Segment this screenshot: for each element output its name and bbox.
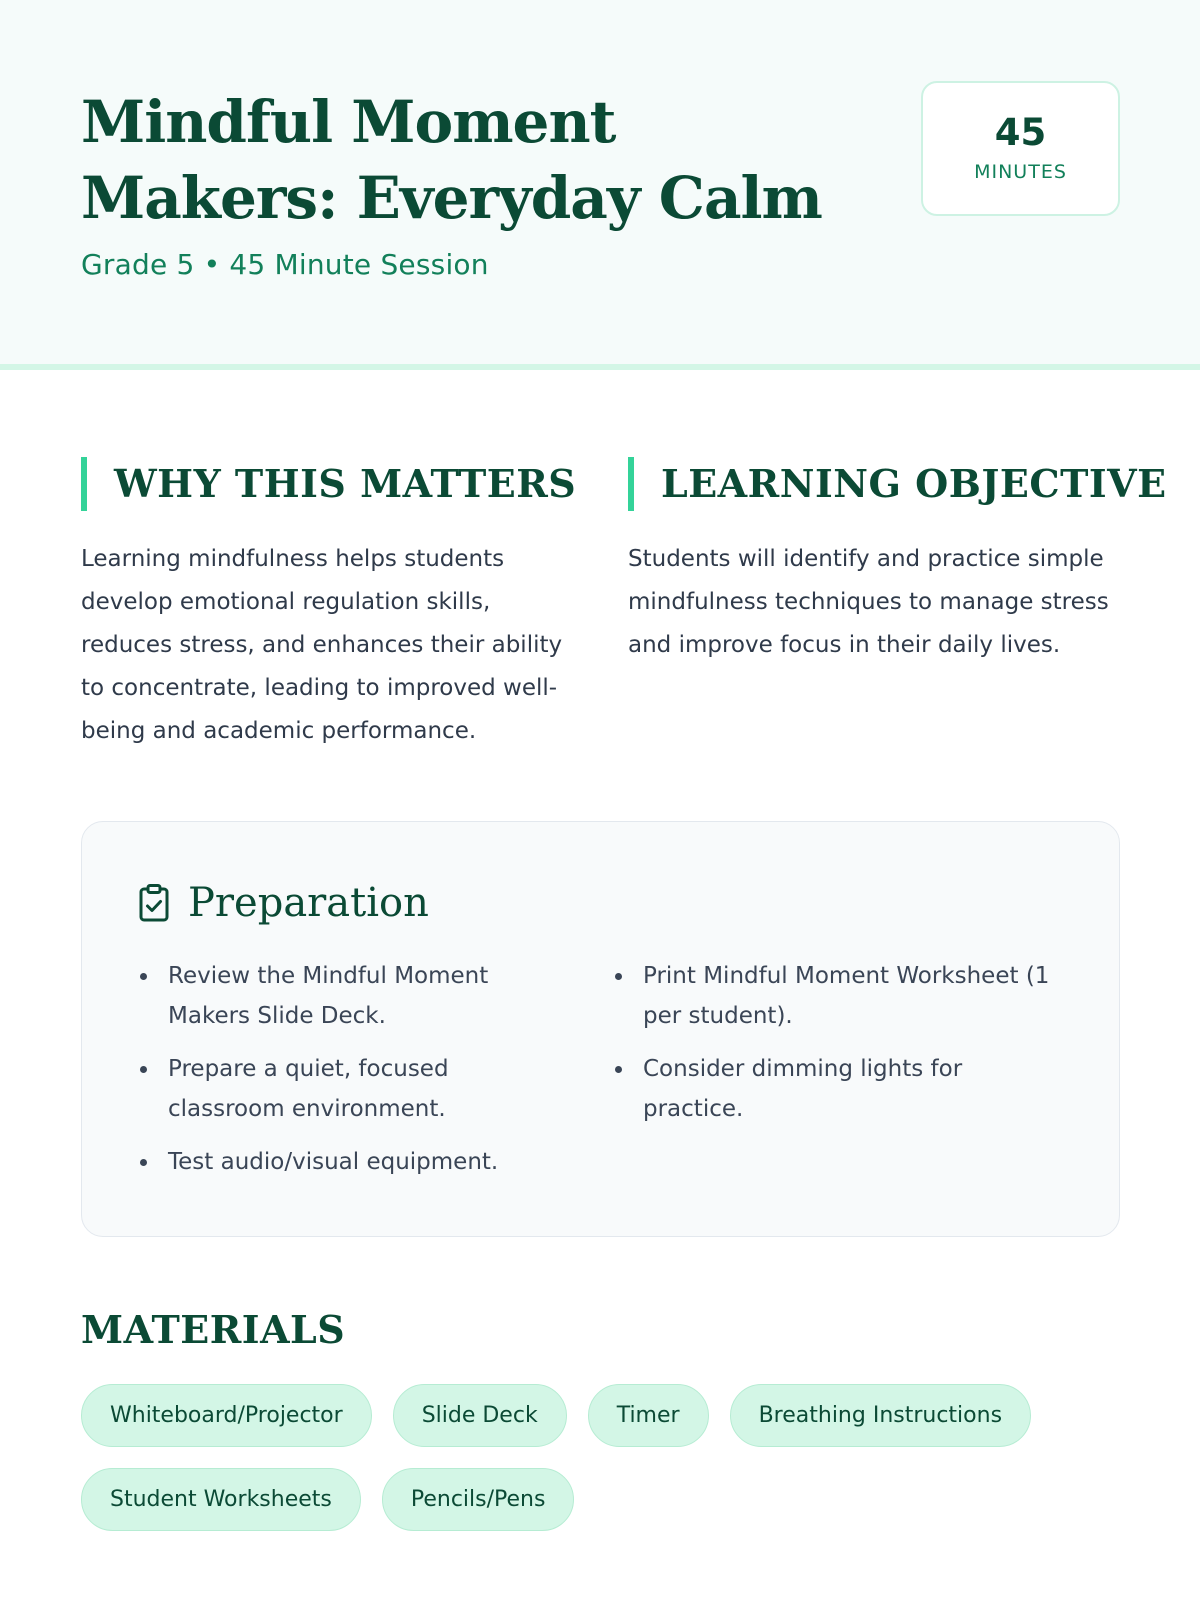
preparation-item: Print Mindful Moment Worksheet (1 per student). [613,956,1063,1036]
page-title: Mindful Moment Makers: Everyday Calm [81,88,822,232]
duration-card [921,81,1120,216]
preparation-heading [138,878,429,928]
material-chip: Student Worksheets [81,1468,361,1531]
material-chip: Breathing Instructions [730,1384,1031,1447]
material-chip: Timer [588,1384,709,1447]
why-heading: WHY THIS MATTERS [81,457,576,511]
preparation-list-right [613,956,1063,1142]
why-body: Learning mindfulness helps students develop emotional regulation skills, reduces stress, and enhances their ability to concentrate, leading to improved well-being and academic performance. [81,546,563,744]
material-chip: Whiteboard/Projector [81,1384,372,1447]
clipboard-check-icon [138,884,170,922]
session-subtitle: Grade 5 • 45 Minute Session [81,248,489,281]
objective-heading: LEARNING OBJECTIVE [628,457,1167,511]
preparation-card [81,821,1120,1237]
preparation-item: Consider dimming lights for practice. [613,1049,1063,1129]
lesson-header [0,0,1200,370]
material-chip: Slide Deck [393,1384,567,1447]
materials-chips [81,1384,1131,1531]
material-chip: Pencils/Pens [382,1468,575,1531]
preparation-item: Review the Mindful Moment Makers Slide Deck. [138,956,558,1036]
preparation-item: Prepare a quiet, focused classroom environment. [138,1049,558,1129]
materials-heading: MATERIALS [81,1307,346,1352]
duration-number: 45 [994,111,1047,154]
preparation-title: Preparation [188,880,429,926]
objective-body: Students will identify and practice simple mindfulness techniques to manage stress and improve focus in their daily lives. [628,546,1109,658]
preparation-item: Test audio/visual equipment. [138,1142,558,1182]
preparation-list-left [138,956,558,1195]
duration-unit: MINUTES [974,161,1067,183]
